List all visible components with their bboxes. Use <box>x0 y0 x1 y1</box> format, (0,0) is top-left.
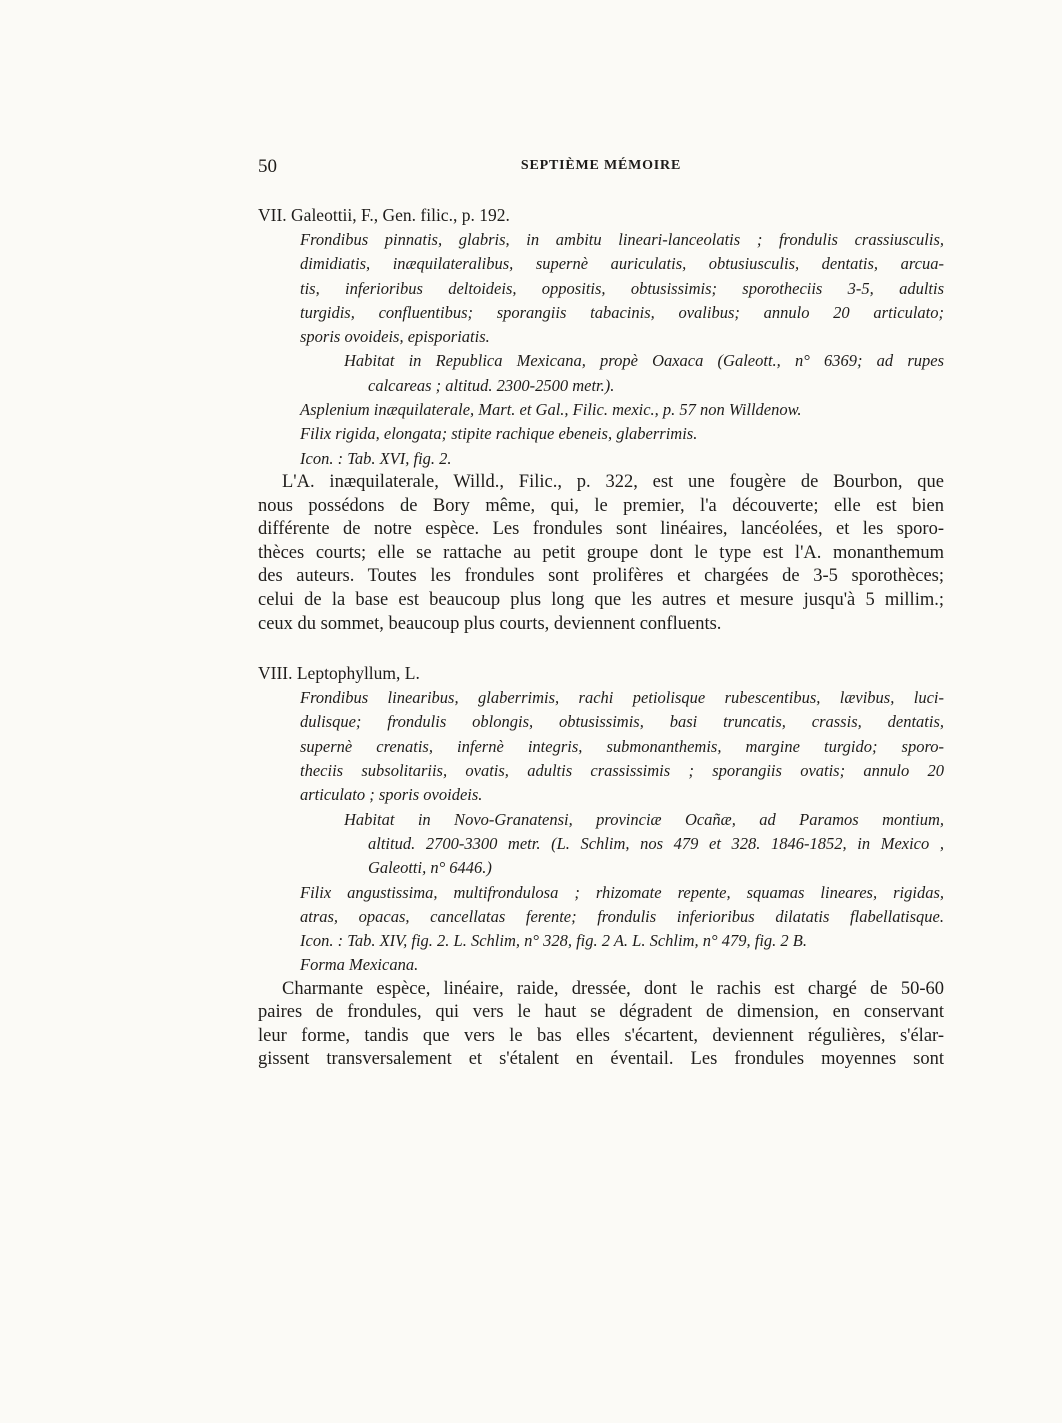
discussion-line: celui de la base est beaucoup plus long que les autres et mesure jusqu'à 5 millim.; <box>258 589 944 610</box>
habitat-line: Galeotti, n° 6446.) <box>368 858 492 878</box>
diagnosis-line: Frondibus pinnatis, glabris, in ambitu lineari-lanceolatis ; frondulis crassiusculis, <box>300 230 944 249</box>
discussion-line: ceux du sommet, beaucoup plus courts, deviennent confluents. <box>258 613 722 634</box>
synonym-line: Filix rigida, elongata; stipite rachique ebeneis, glaberrimis. <box>300 424 698 444</box>
habitat-viii <box>258 808 944 881</box>
discussion-viii <box>258 978 944 1072</box>
discussion-line: des auteurs. Toutes les frondules sont prolifères et chargées de 3-5 sporothèces; <box>258 566 944 587</box>
diagnosis-viii <box>258 686 944 807</box>
habitat-vii <box>258 349 944 398</box>
diagnosis-line: dulisque; frondulis oblongis, obtusissimis, basi truncatis, crassis, dentatis, <box>300 712 944 732</box>
running-head <box>258 156 944 180</box>
diagnosis-line: sporis ovoideis, episporiatis. <box>300 327 490 347</box>
discussion-line: Charmante espèce, linéaire, raide, dressée, dont le rachis est chargé de 50-60 <box>282 978 944 999</box>
diagnosis-line: theciis subsolitariis, ovatis, adultis crassissimis ; sporangiis ovatis; annulo 20 <box>300 761 944 781</box>
discussion-line: leur forme, tandis que vers le bas elles s'écartent, deviennent régulières, s'élar- <box>258 1025 944 1046</box>
discussion-line: nous possédons de Bory même, qui, le premier, l'a découverte; elle est bien <box>258 495 944 516</box>
form-note: Forma Mexicana. <box>300 955 419 975</box>
running-title: SEPTIÈME MÉMOIRE <box>520 158 682 173</box>
discussion-line: paires de frondules, qui vers le haut se dégradent de dimension, en conservant <box>258 1002 944 1023</box>
entry-heading-vii: VII. Galeottii, F., Gen. filic., p. 192. <box>258 205 510 225</box>
main-text <box>258 202 944 1072</box>
entry-heading-viii: VIII. Leptophyllum, L. <box>258 663 420 684</box>
discussion-line: thèces courts; elle se rattache au petit groupe dont le type est l'A. monanthemum <box>258 542 944 563</box>
diagnosis-vii <box>258 228 944 349</box>
synonym-line: Filix angustissima, multifrondulosa ; rhizomate repente, squamas lineares, rigidas, <box>300 882 944 902</box>
diagnosis-line: turgidis, confluentibus; sporangiis tabacinis, ovalibus; annulo 20 articulato; <box>300 302 944 322</box>
diagnosis-line: Frondibus linearibus, glaberrimis, rachi petiolisque rubescentibus, lævibus, luci- <box>300 688 944 708</box>
synonym-line: atras, opacas, cancellatas ferente; frondulis inferioribus dilatatis flabellatisque. <box>300 906 944 926</box>
synonym-line: Asplenium inæquilaterale, Mart. et Gal., Filic. mexic., p. 57 non Willdenow. <box>300 400 802 420</box>
page-number: 50 <box>258 156 277 177</box>
discussion-line: L'A. inæquilaterale, Willd., Filic., p. 322, est une fougère de Bourbon, que <box>282 471 944 492</box>
habitat-line: Habitat in Novo-Granatensi, provinciæ Ocañæ, ad Paramos montium, <box>344 809 944 829</box>
habitat-line: calcareas ; altitud. 2300-2500 metr.). <box>368 375 615 395</box>
diagnosis-line: tis, inferioribus deltoideis, oppositis, obtusissimis; sporotheciis 3-5, adultis <box>300 278 944 298</box>
discussion-vii <box>258 471 944 636</box>
icon-reference: Icon. : Tab. XIV, fig. 2. L. Schlim, n° 328, fig. 2 A. L. Schlim, n° 479, fig. 2 B. <box>300 931 807 951</box>
discussion-line: différente de notre espèce. Les frondules sont linéaires, lancéolées, et les sporo- <box>258 519 944 540</box>
icon-reference: Icon. : Tab. XVI, fig. 2. <box>300 448 452 468</box>
habitat-line: Habitat in Republica Mexicana, propè Oaxaca (Galeott., n° 6369; ad rupes <box>344 351 944 371</box>
diagnosis-line: dimidiatis, inæquilateralibus, supernè auriculatis, obtusiusculis, dentatis, arcua- <box>300 254 944 274</box>
diagnosis-line: articulato ; sporis ovoideis. <box>300 785 483 805</box>
diagnosis-line: supernè crenatis, infernè integris, submonanthemis, margine turgido; sporo- <box>300 736 944 756</box>
discussion-line: gissent transversalement et s'étalent en éventail. Les frondules moyennes sont <box>258 1049 944 1070</box>
habitat-line: altitud. 2700-3300 metr. (L. Schlim, nos 479 et 328. 1846-1852, in Mexico , <box>368 833 944 853</box>
